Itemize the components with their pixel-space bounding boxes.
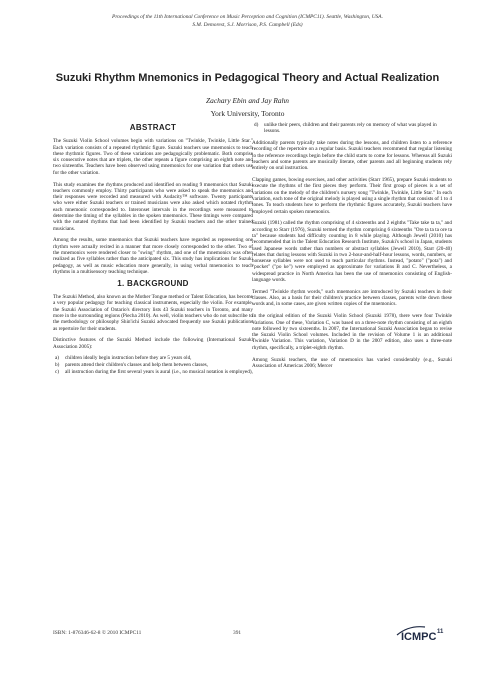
- background-paragraph-1: The Suzuki Method, also known as the Mother Tongue method or Talent Education, has become a very popular pedagogy for teaching classical instruments, especially the violin. For example, the Suzuki Association of Ontario's directory lists 43 Suzuki teachers in Toronto, and many more in the surrounding regions (Piecha 2010). As well, violin teachers who do not subscribe to the methodology or philosophy Shin'ichi Suzuki advocated frequently use Suzuki publications as repertoire for their students.: [53, 294, 253, 332]
- body-paragraph-4: Termed "Twinkle rhythm words," such mnemonics are introduced by Suzuki teachers in their classes. Also, as a basis for their children's practice between classes, parents write down these words and, in some cases, are given written copies of the mnemonics.: [252, 288, 452, 308]
- page-number: 391: [233, 630, 242, 636]
- isbn-text: ISBN: 1-876346-62-8 © 2010 ICMPC11: [53, 630, 142, 636]
- list-item-label: a): [55, 355, 60, 362]
- abstract-paragraph-3: Among the results, some mnemonics that Suzuki teachers have regarded as representing one rhythm were actually recited in a manner that more closely corresponded to the other. Two of the mnemonics were rendered closer to "swing" rhythm, and one of the mnemonics was often realized as five syllables rather than the anticipated six. This study has implications for Suzuki pedagogy, as well as music education more generally, in using verbal mnemonics to teach rhythms in a multisensory teaching technique.: [53, 237, 253, 275]
- abstract-paragraph-2: This study examines the rhythms produced and identified on reading 9 mnemonics that Suzuki teachers commonly employ. Thirty participants who were asked to speak the mnemonics and their responses were recorded and measured with Audacity™ software. Twenty participants who were either Suzuki teachers or trained musicians were also asked which notated rhythm each mnemonic corresponded to. Interonset intervals in the recordings were measured to determine the timing of the syllables in the spoken mnemonics. These timings were compared with the notated rhythms that had been identified by Suzuki teachers and the other trained musicians.: [53, 181, 253, 232]
- paper-authors: Zachary Ebin and Jay Rahn: [206, 96, 289, 105]
- list-item-text: unlike their peers, children and their parents rely on memory of what was played in lessons.: [264, 122, 437, 135]
- list-item: [55, 362, 253, 369]
- list-item: [254, 122, 452, 135]
- paper-title: Suzuki Rhythm Mnemonics in Pedagogical Theory and Actual Realization: [55, 72, 440, 84]
- author-affiliation: York University, Toronto: [210, 109, 285, 118]
- features-list-continued: [252, 122, 452, 135]
- body-paragraph-5: In the original edition of the Suzuki Violin School (Suzuki 1978), there were four Twinkle Variations. One of these, Variation C, was based on a three-note rhythm consisting of an eighth note followed by two sixteenths. In 2007, the International Suzuki Association began to revise the Suzuki Violin School volumes. Included in the revision of Volume 1 is an additional Twinkle Variation. This variation, Variation D in the 2007 edition, also uses a three-note rhythm, specifically, a triplet-eighth rhythm.: [252, 313, 452, 351]
- list-item-label: d): [254, 122, 259, 128]
- right-column: [252, 122, 452, 375]
- logo-text: ICMPC: [401, 631, 437, 643]
- proceedings-header: [0, 13, 495, 29]
- background-paragraph-2: Distinctive features of the Suzuki Method include the following (International Suzuki Association 2005):: [53, 337, 253, 350]
- background-heading: 1. BACKGROUND: [117, 278, 189, 288]
- logo-superscript: 11: [437, 629, 444, 635]
- list-item-label: c): [55, 369, 60, 375]
- header-line-1: Proceedings of the 11th International Conference on Music Perception and Cognition (ICMPC11). Seattle, Washington, USA.: [112, 14, 383, 20]
- list-item: [55, 369, 253, 375]
- left-column: [53, 122, 253, 381]
- icmpc-logo: [395, 621, 447, 643]
- body-paragraph-2: Clapping games, bowing exercises, and other activities (Starr 1965), prepare Suzuki students to execute the rhythms of the first pieces they perform. Their first group of pieces is a set of variations on the melody of the children's nursery song "Twinkle, Twinkle, Little Star." In each variation, each tone of the original melody is played using a single rhythm that consists of 1 to 4 tones. To teach students how to perform the rhythmic figures accurately, Suzuki teachers have employed certain spoken mnemonics.: [252, 177, 452, 215]
- list-item-text: parents attend their children's classes and help them between classes,: [65, 362, 208, 369]
- body-paragraph-1: Additionally parents typically take notes during the lessons, and children listen to a reference recording of the repertoire on a regular basis. Suzuki teachers recommend that regular listening to the reference recordings begin before the child starts to come for lessons. Whereas all Suzuki teachers and some parents are musically literate, other parents and all beginning students rely entirely on oral instruction.: [252, 140, 452, 172]
- features-list: [53, 355, 253, 375]
- list-item-text: children ideally begin instruction before they are 5 years old,: [65, 355, 192, 362]
- list-item: [55, 355, 253, 362]
- abstract-paragraph-1: The Suzuki Violin School volumes begin with variations on "Twinkle, Twinkle, Little Star." Each variation consists of a repeated rhythmic figure. Suzuki teachers use mnemonics to teach these rhythmic figures. Two of these variations are pedagogically problematic. Both comprise six consecutive notes that are triplets, the other repeats a figure comprising an eighth note and two sixteenths. Teachers have been observed using mnemonics for one variation that others use for the other variation.: [53, 138, 253, 176]
- header-line-2: S.M. Demorest, S.J. Morrison, P.S. Campbell (Eds): [192, 22, 303, 28]
- abstract-heading: ABSTRACT: [129, 123, 177, 132]
- list-item-label: b): [55, 362, 60, 369]
- body-paragraph-3: Suzuki (1981) called the rhythm comprising of 4 sixteenths and 2 eighths "Take take ta ta," and according to Starr (1976), Suzuki termed the rhythm comprising 6 sixteenths "Ore ta ta ta ore ta ta" because students had difficulty counting in 8 while playing. Although Jewell (2010) has recommended that in the Talent Education Research Institute, Suzuki's school in Japan, students used Japanese words rather than numbers or abstract syllables (Jewell 2010), Starr (20-40) relates that during lessons with Suzuki in two 2-hour-and-half-hour lessons, words, numbers, or nonsense syllables were not used to teach particular rhythms. Instead, "potato" ("pota") and "pocket" ("po ke") were employed as approximate for variations B and C. Nevertheless, a widespread practice in North America has been the use of mnemonics consisting of English-language words.: [252, 220, 452, 284]
- list-item-text: all instruction during the first several years is aural (i.e., no musical notation is employed),: [65, 369, 253, 375]
- body-paragraph-6: Among Suzuki teachers, the use of mnemonics has varied considerably (e.g., Suzuki Association of Americas 2006; Mercer: [252, 356, 452, 369]
